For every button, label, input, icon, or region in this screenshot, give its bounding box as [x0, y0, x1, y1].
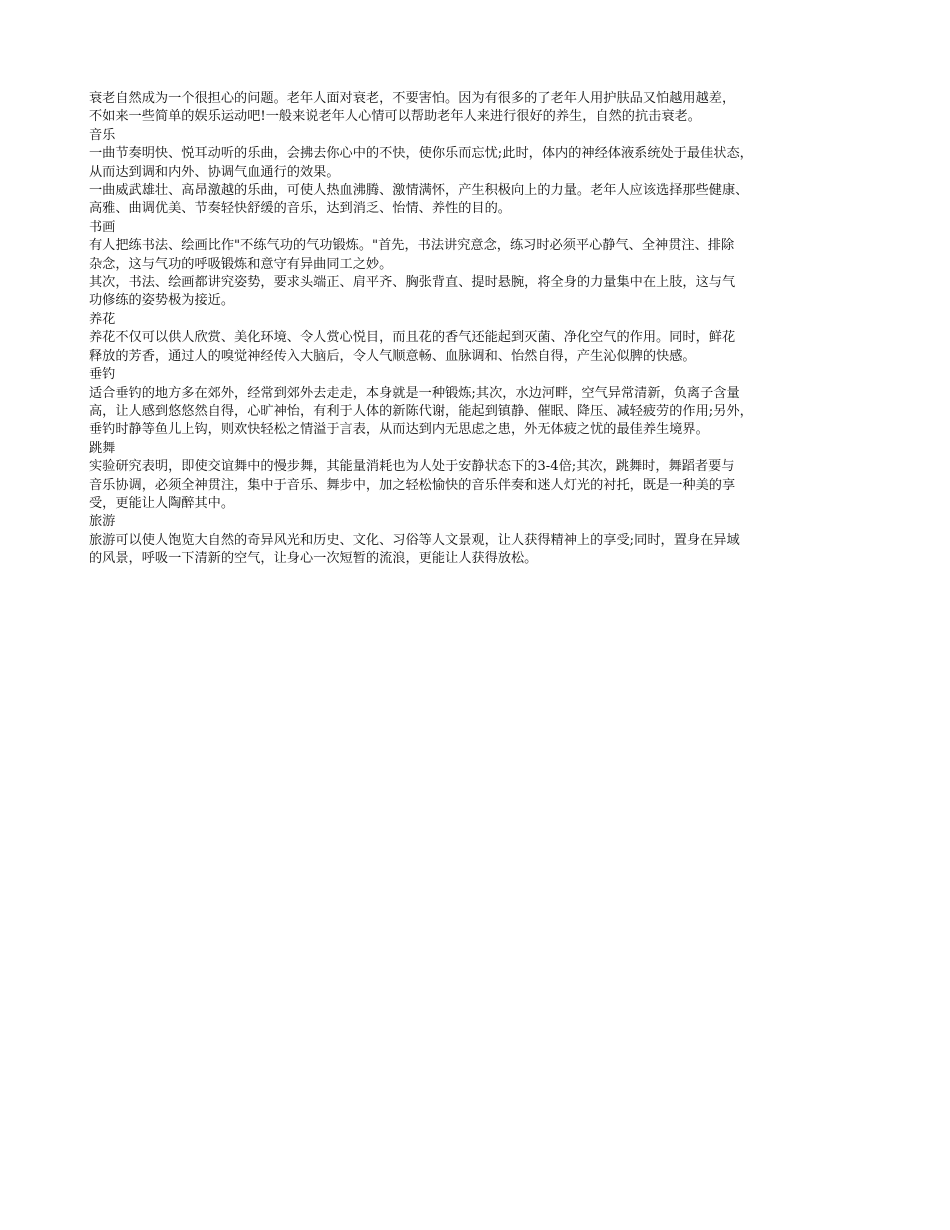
text-line: 适合垂钓的地方多在郊外，经常到郊外去走走，本身就是一种锻炼;其次，水边河畔，空气异常清新，负离子含量 — [89, 385, 740, 401]
section-heading-travel: 旅游 — [89, 514, 116, 530]
text-line: 垂钓时静等鱼儿上钩，则欢快轻松之情溢于言表，从而达到内无思虑之患，外无体疲之忧的最佳养生境界。 — [89, 422, 709, 438]
paragraph — [89, 145, 879, 182]
section-heading-dancing: 跳舞 — [89, 440, 116, 456]
text-line: 音乐协调，必须全神贯注，集中于音乐、舞步中，加之轻松愉快的音乐伴奏和迷人灯光的衬托，既是一种美的享 — [89, 477, 736, 493]
paragraph — [89, 458, 879, 513]
text-line: 旅游可以使人饱览大自然的奇异风光和历史、文化、习俗等人文景观，让人获得精神上的享受;同时，置身在异域 — [89, 532, 740, 548]
intro-paragraph — [89, 90, 879, 127]
section-heading-flowers: 养花 — [89, 311, 116, 327]
document-body — [89, 90, 879, 569]
text-line: 高，让人感到悠悠然自得，心旷神怡，有利于人体的新陈代谢，能起到镇静、催眠、降压、减轻疲劳的作用;另外， — [89, 403, 753, 419]
paragraph — [89, 385, 879, 440]
text-line: 其次，书法、绘画都讲究姿势，要求头端正、肩平齐、胸张背直、提时悬腕，将全身的力量集中在上肢，这与气 — [89, 275, 736, 291]
text-line: 功修练的姿势极为接近。 — [89, 293, 235, 309]
section-heading-calligraphy: 书画 — [89, 219, 116, 235]
paragraph — [89, 329, 879, 366]
text-line: 不如来一些简单的娱乐运动吧!一般来说老年人心情可以帮助老年人来进行很好的养生，自然的抗击衰老。 — [89, 109, 701, 125]
text-line: 受，更能让人陶醉其中。 — [89, 495, 235, 511]
text-line: 养花不仅可以供人欣赏、美化环境、令人赏心悦目，而且花的香气还能起到灭菌、净化空气的作用。同时，鲜花 — [89, 330, 736, 346]
text-line: 衰老自然成为一个很担心的问题。老年人面对衰老，不要害怕。因为有很多的了老年人用护肤品又怕越用越差， — [89, 91, 736, 106]
text-line: 有人把练书法、绘画比作"不练气功的气功锻炼。"首先，书法讲究意念，练习时必须平心静气、全神贯注、排除 — [89, 238, 735, 254]
section-heading-fishing: 垂钓 — [89, 367, 116, 383]
paragraph — [89, 274, 879, 311]
text-line: 一曲节奏明快、悦耳动听的乐曲，会拂去你心中的不快，使你乐而忘忧;此时，体内的神经体液系统处于最佳状态， — [89, 146, 753, 162]
paragraph — [89, 182, 879, 219]
section-heading-music: 音乐 — [89, 127, 116, 143]
text-line: 一曲威武雄壮、高昂激越的乐曲，可使人热血沸腾、激情满怀，产生积极向上的力量。老年人应该选择那些健康、 — [89, 183, 749, 199]
text-line: 杂念，这与气功的呼吸锻炼和意守有异曲同工之妙。 — [89, 256, 393, 272]
text-line: 实验研究表明，即使交谊舞中的慢步舞，其能量消耗也为人处于安静状态下的3-4倍;其次，跳舞时，舞蹈者要与 — [89, 459, 735, 475]
text-line: 的风景，呼吸一下清新的空气，让身心一次短暂的流浪，更能让人获得放松。 — [89, 551, 538, 567]
text-line: 高雅、曲调优美、节奏轻快舒缓的音乐，达到消乏、怡情、养性的目的。 — [89, 201, 511, 217]
text-line: 释放的芳香，通过人的嗅觉神经传入大脑后，令人气顺意畅、血脉调和、怡然自得，产生沁似脾的快感。 — [89, 348, 696, 364]
text-line: 从而达到调和内外、协调气血通行的效果。 — [89, 164, 340, 180]
paragraph — [89, 237, 879, 274]
paragraph — [89, 532, 879, 569]
